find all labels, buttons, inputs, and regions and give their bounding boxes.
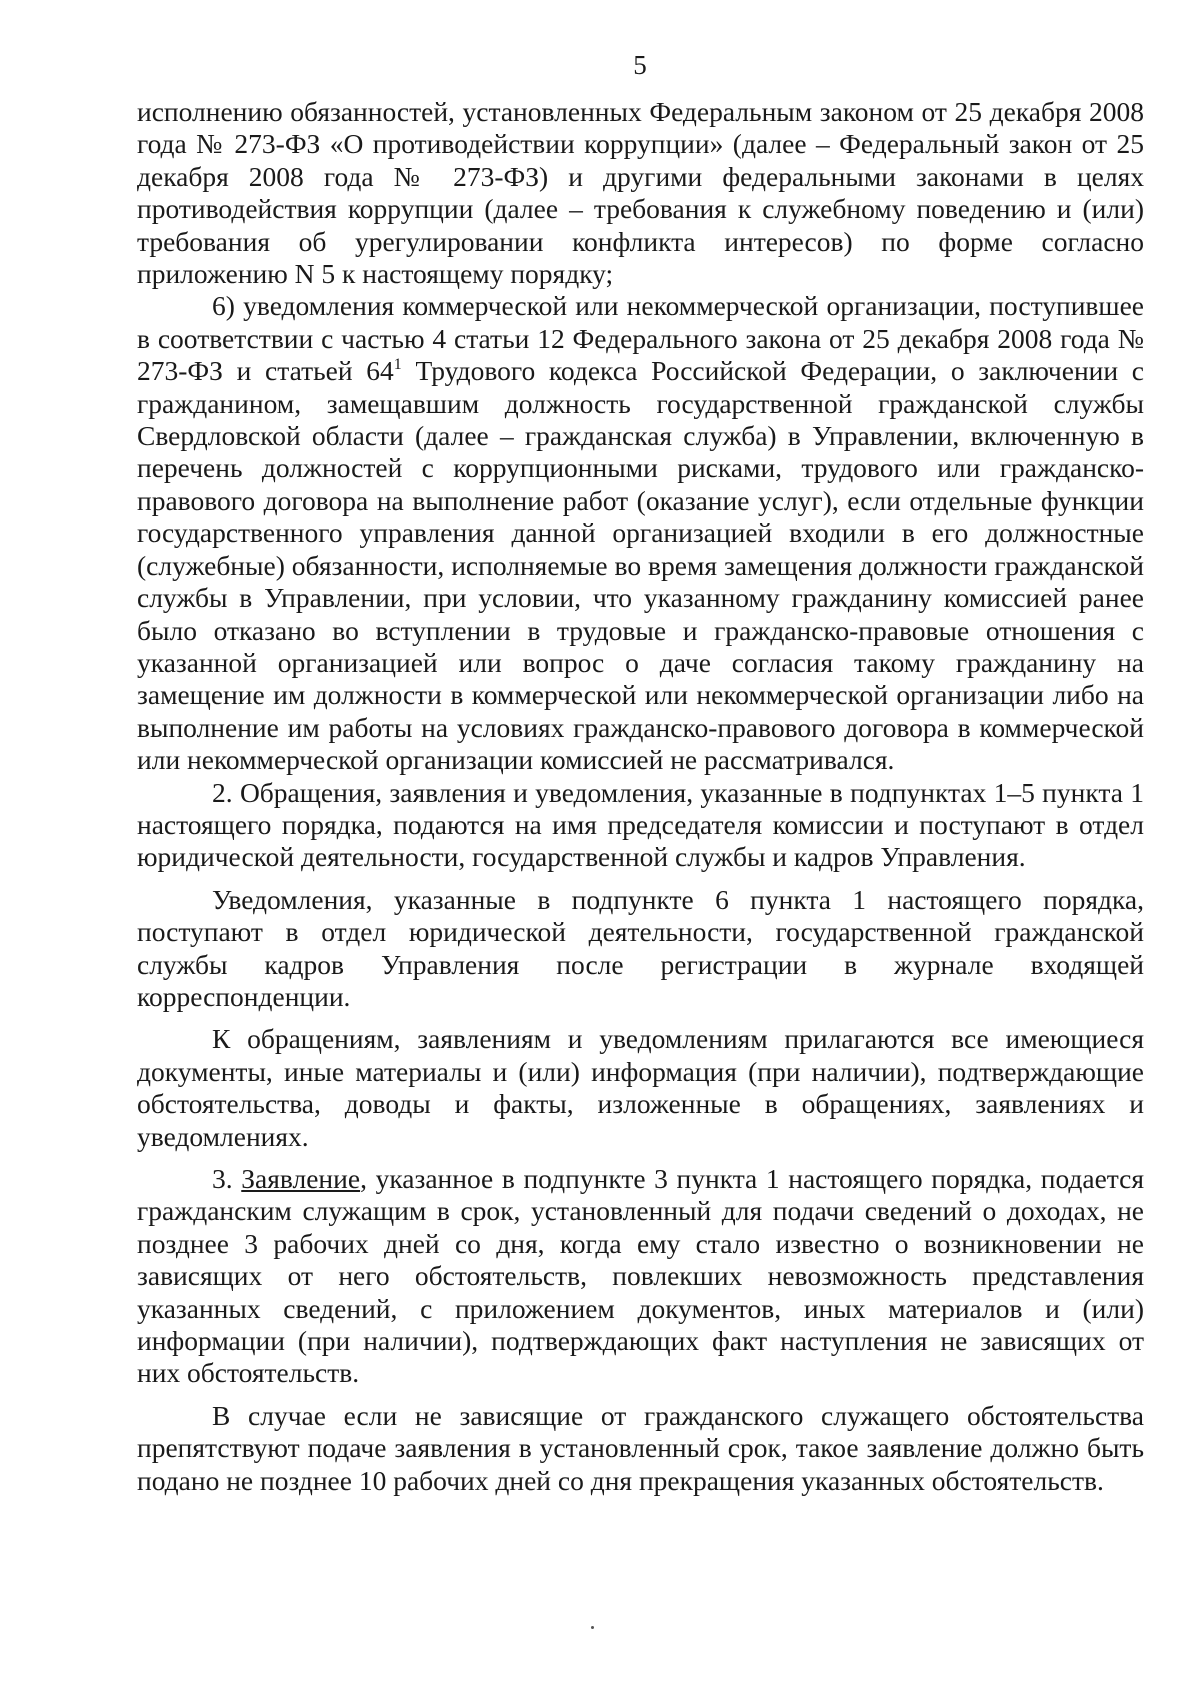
paragraph-continuation: исполнению обязанностей, установленных Федеральным законом от 25 декабря 2008 года № 273-ФЗ «О противодействии коррупции» (далее – Федеральный закон от 25 декабря 2008 года № 273-ФЗ) и другими федеральными законами в целях противодействия коррупции (далее – требования к служебному поведению и (или) требования об урегулировании конфликта интересов) по форме согласно приложению N 5 к настоящему порядку; xyxy=(137,96,1144,290)
item-6-text-end: Трудового кодекса Российской Федерации, о заключении с гражданином, замещавшим должность государственной гражданской службы Свердловской области (далее – гражданская служба) в Управлении, включенную в перечень должностей с коррупционными рисками, трудового или гражданско-правового договора на выполнение работ (оказание услуг), если отдельные функции государственного управления данной организацией входили в его должностные (служебные) обязанности, исполняемые во время замещения должности гражданской службы в Управлении, при условии, что указанному гражданину комиссией ранее было отказано во вступлении в трудовые и гражданско-правовые отношения с указанной организацией или вопрос о даче согласия такому гражданину на замещение им должности в коммерческой или некоммерческой организации либо на выполнение им работы на условиях гражданско-правового договора в коммерческой или некоммерческой организации комиссией не рассматривался. xyxy=(137,355,1144,776)
section-3-underlined-word: Заявление xyxy=(241,1163,361,1194)
section-3-text: , указанное в подпункте 3 пункта 1 настоящего порядка, подается гражданским служащим в срок, установленный для подачи сведений о доходах, не позднее 3 рабочих дней со дня, когда ему стало известно о возникновении не зависящих от него обстоятельств, повлекших невозможность представления указанных сведений, с приложением документов, иных материалов и (или) информации (при наличии), подтверждающих факт наступления не зависящих от них обстоятельств. xyxy=(137,1163,1145,1389)
paragraph-attachments: К обращениям, заявлениям и уведомлениям прилагаются все имеющиеся документы, иные материалы и (или) информация (при наличии), подтверждающие обстоятельства, доводы и факты, изложенные в обращениях, заявлениях и уведомлениях. xyxy=(137,1023,1144,1152)
page-number: 5 xyxy=(633,50,647,80)
paragraph-section-3 xyxy=(137,1163,1144,1390)
paragraph-item-6 xyxy=(137,290,1144,776)
section-3-number: 3. xyxy=(212,1163,242,1194)
paragraph-notifications: Уведомления, указанные в подпункте 6 пункта 1 настоящего порядка, поступают в отдел юридической деятельности, государственной гражданской службы кадров Управления после регистрации в журнале входящей корреспонденции. xyxy=(137,883,1144,1012)
document-body xyxy=(137,96,1144,1497)
scan-speck xyxy=(591,1626,594,1629)
item-6-text-start: 6) уведомления коммерческой или некоммерческой организации, поступившее в соответствии с частью 4 статьи 12 Федерального закона от 25 декабря 2008 года № 273-ФЗ и статьей 64 xyxy=(137,290,1144,387)
paragraph-section-2: 2. Обращения, заявления и уведомления, указанные в подпунктах 1–5 пункта 1 настоящего порядка, подаются на имя председателя комиссии и поступают в отдел юридической деятельности, государственной службы и кадров Управления. xyxy=(137,776,1144,873)
paragraph-deadline-extension: В случае если не зависящие от гражданского служащего обстоятельства препятствуют подаче заявления в установленный срок, такое заявление должно быть подано не позднее 10 рабочих дней со дня прекращения указанных обстоятельств. xyxy=(137,1399,1144,1496)
article-superscript: 1 xyxy=(393,356,402,374)
